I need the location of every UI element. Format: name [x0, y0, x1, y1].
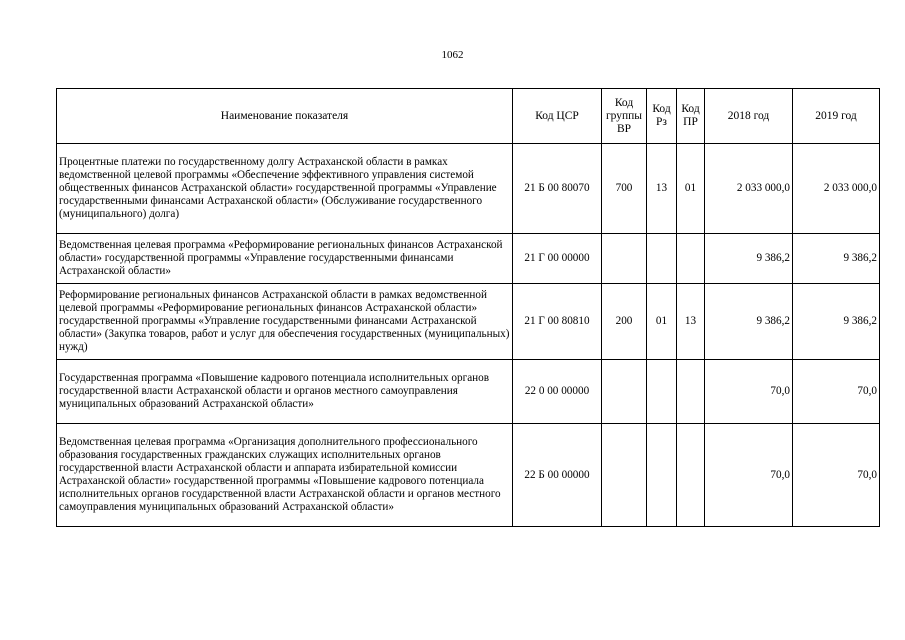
cell-vr: 200 [602, 284, 647, 360]
cell-csr: 21 Б 00 80070 [513, 144, 602, 234]
cell-pr: 13 [677, 284, 705, 360]
cell-2018: 70,0 [705, 360, 793, 424]
cell-pr [677, 360, 705, 424]
cell-csr: 21 Г 00 00000 [513, 234, 602, 284]
cell-pr [677, 424, 705, 527]
table-row [57, 360, 880, 424]
header-name: Наименование показателя [57, 89, 513, 144]
cell-name: Ведомственная целевая программа «Реформирование региональных финансов Астраханской области» государственной программы «Управление государственными финансами Астраханской области» [57, 234, 513, 284]
cell-csr: 22 Б 00 00000 [513, 424, 602, 527]
table-row [57, 234, 880, 284]
cell-2019: 70,0 [793, 360, 880, 424]
budget-table [56, 88, 880, 527]
cell-vr: 700 [602, 144, 647, 234]
cell-name: Процентные платежи по государственному долгу Астраханской области в рамках ведомственной целевой программы «Обеспечение эффективного управления системой общественных финансов Астраханской области» государственной программы «Управление государственными финансами Астраханской области» (Обслуживание государственного (муниципального) долга) [57, 144, 513, 234]
cell-rz [647, 360, 677, 424]
table-row [57, 424, 880, 527]
cell-csr: 22 0 00 00000 [513, 360, 602, 424]
header-2019: 2019 год [793, 89, 880, 144]
cell-2019: 9 386,2 [793, 234, 880, 284]
table-row [57, 284, 880, 360]
cell-csr: 21 Г 00 80810 [513, 284, 602, 360]
cell-2019: 9 386,2 [793, 284, 880, 360]
table-header-row [57, 89, 880, 144]
cell-vr [602, 234, 647, 284]
header-vr: Код группы ВР [602, 89, 647, 144]
cell-2018: 70,0 [705, 424, 793, 527]
cell-rz: 01 [647, 284, 677, 360]
table-row [57, 144, 880, 234]
cell-rz [647, 424, 677, 527]
cell-2019: 2 033 000,0 [793, 144, 880, 234]
cell-name: Ведомственная целевая программа «Организация дополнительного профессионального образования государственных гражданских служащих исполнительных органов государственной власти Астраханской области и аппарата избирательной комиссии Астраханской области» государственной программы «Повышение кадрового потенциала исполнительных органов государственной власти Астраханской области и органов местного самоуправления муниципальных образований Астраханской области» [57, 424, 513, 527]
header-rz: Код Рз [647, 89, 677, 144]
cell-rz: 13 [647, 144, 677, 234]
header-pr: Код ПР [677, 89, 705, 144]
cell-2019: 70,0 [793, 424, 880, 527]
cell-vr [602, 424, 647, 527]
cell-pr: 01 [677, 144, 705, 234]
header-2018: 2018 год [705, 89, 793, 144]
cell-pr [677, 234, 705, 284]
cell-2018: 2 033 000,0 [705, 144, 793, 234]
cell-name: Государственная программа «Повышение кадрового потенциала исполнительных органов государственной власти Астраханской области и органов местного самоуправления муниципальных образований Астраханской области» [57, 360, 513, 424]
header-csr: Код ЦСР [513, 89, 602, 144]
cell-name: Реформирование региональных финансов Астраханской области в рамках ведомственной целевой программы «Реформирование региональных финансов Астраханской области» государственной программы «Управление государственными финансами Астраханской области» (Закупка товаров, работ и услуг для обеспечения государственных (муниципальных) нужд) [57, 284, 513, 360]
cell-vr [602, 360, 647, 424]
cell-rz [647, 234, 677, 284]
cell-2018: 9 386,2 [705, 284, 793, 360]
page-number: 1062 [441, 49, 464, 61]
cell-2018: 9 386,2 [705, 234, 793, 284]
